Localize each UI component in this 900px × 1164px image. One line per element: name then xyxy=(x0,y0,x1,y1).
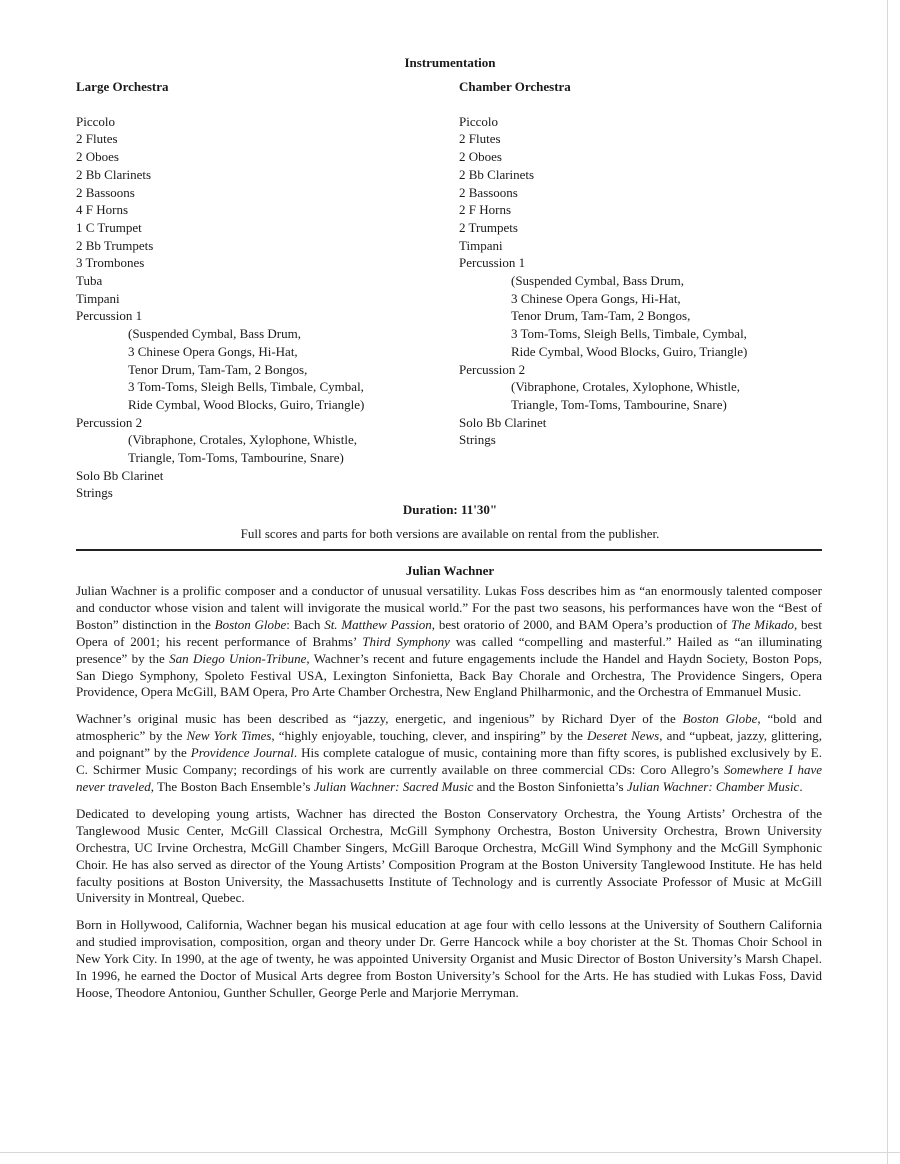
percussion-detail: 3 Chinese Opera Gongs, Hi-Hat, xyxy=(128,343,298,359)
rental-note: Full scores and parts for both versions are available on rental from the publisher. xyxy=(240,526,660,541)
italic-title: Julian Wachner: Chamber Music xyxy=(626,778,800,794)
instrument-item: 2 Bb Trumpets xyxy=(76,237,154,253)
section-divider xyxy=(76,549,822,551)
large-percussion2-list xyxy=(76,431,436,466)
instrument-item: 2 Oboes xyxy=(76,149,119,165)
instrument-item: 2 Bb Clarinets xyxy=(459,166,535,182)
chamber-percussion1-list xyxy=(459,272,859,361)
large-tail-list xyxy=(76,467,436,502)
chamber-percussion2-list xyxy=(459,378,859,413)
chamber-instrument-list xyxy=(459,113,859,272)
instrument-item: Solo Bb Clarinet xyxy=(459,414,547,430)
instrument-item: 2 Trumpets xyxy=(459,219,518,235)
text-run: , best oratorio of 2000, and BAM Opera’s production of xyxy=(431,616,731,632)
percussion-detail: (Suspended Cymbal, Bass Drum, xyxy=(128,326,301,342)
large-percussion2-label: Percussion 2 xyxy=(76,414,143,430)
instrument-item: 2 Flutes xyxy=(459,131,501,147)
text-run: , The Boston Bach Ensemble’s xyxy=(150,778,314,794)
percussion-detail: Ride Cymbal, Wood Blocks, Guiro, Triangle) xyxy=(128,396,365,412)
bio-paragraph xyxy=(76,917,822,1002)
percussion-detail: (Vibraphone, Crotales, Xylophone, Whistle, xyxy=(128,432,357,448)
text-run: was called “compelling and masterful.” Hailed as “an illuminating presence” by the xyxy=(76,633,823,666)
biography xyxy=(76,583,822,1012)
italic-title: Deseret News xyxy=(587,728,660,744)
italic-title: The Mikado xyxy=(731,616,794,632)
instrument-item: 1 C Trumpet xyxy=(76,219,142,235)
text-run: , “highly enjoyable, touching, clever, and inspiring” by the xyxy=(271,728,588,744)
instrument-item: 4 F Horns xyxy=(76,202,129,218)
text-run: . His complete catalogue of music, containing more than fifty scores, is published exclusively by E. C. Schirmer Music Company; recordings of his work are currently available on three commercial CDs: Coro Allegro’s xyxy=(76,745,822,778)
instrument-item: 2 Bassoons xyxy=(76,184,135,200)
scan-edge-bottom xyxy=(0,1152,900,1153)
bio-paragraph xyxy=(76,711,822,796)
instrument-item: Percussion 1 xyxy=(76,308,143,324)
instrument-item: 3 Trombones xyxy=(76,255,145,271)
bio-title: Julian Wachner xyxy=(405,563,495,578)
instrument-item: 2 Bb Clarinets xyxy=(76,166,152,182)
text-run: . xyxy=(799,778,803,794)
large-percussion1-list xyxy=(76,325,436,414)
bio-paragraph xyxy=(76,583,822,701)
text-run: , “bold and atmospheric” by the xyxy=(76,711,822,744)
percussion-detail: Triangle, Tom-Toms, Tambourine, Snare) xyxy=(128,450,344,466)
italic-title: San Diego Union-Tribune xyxy=(169,650,307,666)
text-run: , Wachner’s recent and future engagements include the Handel and Haydn Society, Boston Pops, San Diego Symphony, Spoleto Festival USA, Lexington Sinfonietta, Back Bay Chorale and Orchestra, The Providence Singers, Opera Providence, Opera McGill, BAM Opera, Pro Arte Chamber Orchestra, New England Philharmonic, and the Orchestra of Emmanuel Music. xyxy=(76,650,822,700)
scan-edge-right xyxy=(887,0,888,1164)
instrument-item: 2 Oboes xyxy=(459,149,502,165)
instrument-item: Strings xyxy=(76,485,113,501)
instrument-item: Tuba xyxy=(76,273,103,289)
instrument-item: 2 F Horns xyxy=(459,202,512,218)
percussion-detail: 3 Tom-Toms, Sleigh Bells, Timbale, Cymbal, xyxy=(128,379,364,395)
percussion-detail: Triangle, Tom-Toms, Tambourine, Snare) xyxy=(511,396,727,412)
text-run: Dedicated to developing young artists, Wachner has directed the Boston Conservatory Orchestra, the Young Artists’ Orchestra of the Tanglewood Music Center, McGill Classical Orchestra, McGill Symphony Orchestra, Boston University Orchestra, Brown University Orchestra, UC Irvine Orchestra, McGill Chamber Singers, McGill Baroque Orchestra, McGill Wind Symphony and the McGill Symphonic Choir. He has also served as director of the Young Artists’ Composition Program at the Boston University Tanglewood Institute. He has held faculty positions at Boston University, the Massachusetts Institute of Technology and is currently Associate Professor of Music at McGill University in Montreal, Quebec. xyxy=(76,805,822,906)
italic-title: Third Symphony xyxy=(362,633,450,649)
large-orchestra-heading: Large Orchestra xyxy=(76,79,169,94)
instrument-item: Solo Bb Clarinet xyxy=(76,467,164,483)
text-run: Born in Hollywood, California, Wachner began his musical education at age four with cello lessons at the University of Southern California and studied improvisation, composition, organ and theory under Dr. Gerre Hancock while a boy chorister at the St. Thomas Choir School in New York City. In 1990, at the age of twenty, he was appointed University Organist and Music Director of Boston University’s Marsh Chapel. In 1996, he earned the Doctor of Musical Arts degree from Boston University’s School for the Arts. He has studied with Lukas Foss, David Hoose, Theodore Antoniou, Gunther Schuller, George Perle and Marjorie Merryman. xyxy=(76,917,822,1000)
duration: Duration: 11'30" xyxy=(402,502,498,517)
percussion-detail: Ride Cymbal, Wood Blocks, Guiro, Triangle) xyxy=(511,343,748,359)
text-run: and the Boston Sinfonietta’s xyxy=(473,778,627,794)
italic-title: St. Matthew Passion xyxy=(324,616,432,632)
italic-title: Julian Wachner: Sacred Music xyxy=(313,778,474,794)
italic-title: Boston Globe xyxy=(214,616,287,632)
percussion-detail: 3 Chinese Opera Gongs, Hi-Hat, xyxy=(511,290,681,306)
instrument-item: Piccolo xyxy=(459,113,498,129)
chamber-tail-list xyxy=(459,414,859,449)
percussion-detail: Tenor Drum, Tam-Tam, 2 Bongos, xyxy=(128,361,308,377)
percussion-detail: (Vibraphone, Crotales, Xylophone, Whistle, xyxy=(511,379,740,395)
chamber-percussion2-label: Percussion 2 xyxy=(459,361,526,377)
italic-title: New York Times xyxy=(186,728,272,744)
instrument-item: Piccolo xyxy=(76,113,115,129)
instrument-item: 2 Flutes xyxy=(76,131,118,147)
text-run: Wachner’s original music has been described as “jazzy, energetic, and ingenious” by Richard Dyer of the xyxy=(76,711,683,727)
instrument-item: Percussion 1 xyxy=(459,255,526,271)
italic-title: Somewhere I have never traveled xyxy=(76,762,822,794)
large-instrument-list xyxy=(76,113,436,325)
text-run: : Bach xyxy=(286,616,325,632)
text-run: Julian Wachner is a prolific composer and a conductor of unusual versatility. Lukas Foss describes him as “an enormously talented composer and conductor whose vision and talent will invigorate the musical world.” For the past two seasons, his performances have won the “Best of Boston” distinction in the xyxy=(76,583,822,632)
chamber-orchestra-heading: Chamber Orchestra xyxy=(459,79,571,94)
bio-paragraph xyxy=(76,806,822,907)
instrument-item: Timpani xyxy=(76,290,120,306)
italic-title: Boston Globe xyxy=(682,711,758,727)
text-run: , and “upbeat, jazzy, glittering, and poignant” by the xyxy=(76,728,822,761)
large-orchestra-column xyxy=(76,78,436,502)
chamber-orchestra-column xyxy=(459,78,859,449)
percussion-detail: 3 Tom-Toms, Sleigh Bells, Timbale, Cymbal, xyxy=(511,326,747,342)
instrument-item: Timpani xyxy=(459,237,503,253)
italic-title: Providence Journal xyxy=(190,745,294,761)
percussion-detail: (Suspended Cymbal, Bass Drum, xyxy=(511,273,684,289)
percussion-detail: Tenor Drum, Tam-Tam, 2 Bongos, xyxy=(511,308,691,324)
instrument-item: 2 Bassoons xyxy=(459,184,518,200)
instrumentation-title: Instrumentation xyxy=(404,55,496,70)
text-run: , best Opera of 2001; his recent performance of Brahms’ xyxy=(76,616,822,649)
instrument-item: Strings xyxy=(459,432,496,448)
